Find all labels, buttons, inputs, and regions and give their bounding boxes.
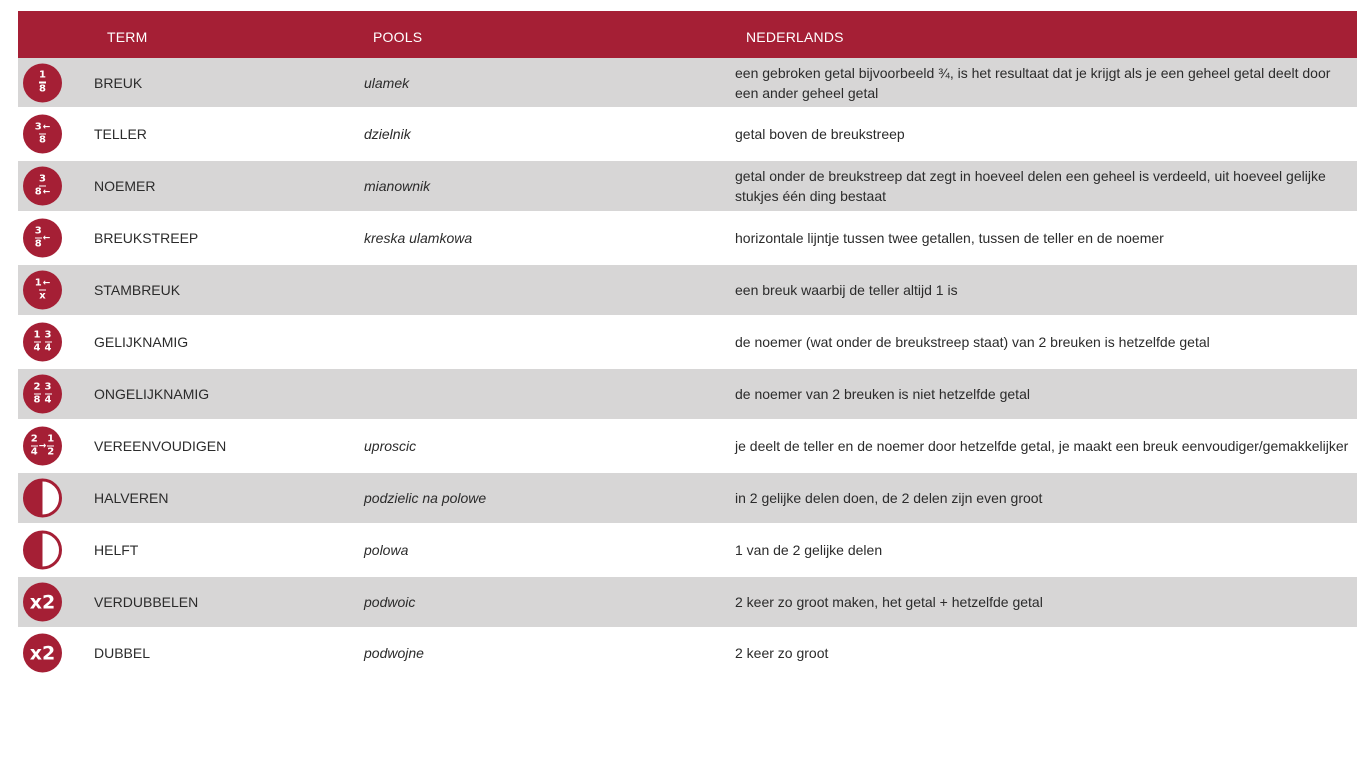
pools-cell: podwojne (364, 645, 424, 661)
column-header-nederlands: NEDERLANDS (746, 29, 844, 45)
nederlands-cell: een gebroken getal bijvoorbeeld ¾, is het resultaat dat je krijgt als je een geheel getal deelt door een ander geheel getal (735, 64, 1331, 101)
nederlands-cell: getal onder de breukstreep dat zegt in hoeveel delen een geheel is verdeeld, uit hoeveel gelijke stukjes één ding bestaat (735, 168, 1326, 204)
table-row (18, 317, 1357, 369)
pools-cell: podwoic (364, 594, 416, 610)
nederlands-cell: 1 van de 2 gelijke delen (735, 542, 883, 558)
fraction-bar-icon: $\frac{3}{8}$ ← (23, 219, 62, 258)
term-cell: BREUK (94, 74, 143, 91)
like-fractions-icon: $\frac{1}{4}$ $\frac{3}{4}$ (23, 323, 62, 362)
table-row (18, 629, 1357, 677)
nederlands-cell: 2 keer zo groot maken, het getal + hetzelfde getal (735, 594, 1043, 610)
term-cell: DUBBEL (94, 645, 151, 661)
table-row (18, 473, 1357, 525)
half-circle-icon (23, 531, 62, 570)
nederlands-cell: een breuk waarbij de teller altijd 1 is (735, 282, 958, 298)
table-row (18, 161, 1357, 213)
glossary-table (18, 11, 1357, 677)
unlike-fractions-icon: $\frac{2}{8}$ $\frac{3}{4}$ (23, 375, 62, 414)
nederlands-cell: 2 keer zo groot (735, 645, 829, 661)
half-circle-icon (23, 479, 62, 518)
term-cell: BREUKSTREEP (94, 230, 199, 246)
term-cell: ONGELIJKNAMIG (94, 386, 210, 402)
simplify-icon: $\frac{2}{4}$ → $\frac{1}{2}$ (23, 427, 62, 466)
numerator-icon: 3 ← 8 (23, 115, 62, 154)
column-header-pools: POOLS (373, 29, 423, 45)
nederlands-cell: je deelt de teller en de noemer door hetzelfde getal, je maakt een breuk eenvoudiger/gemakkelijker (735, 438, 1349, 454)
pools-cell: kreska ulamkowa (364, 230, 473, 246)
table-row (18, 213, 1357, 265)
fraction-icon: $\frac{1}{8}$ (23, 63, 62, 102)
times-two-icon: x2 (23, 583, 62, 622)
unit-fraction-icon: 1 ← x (23, 271, 62, 310)
table-row (18, 369, 1357, 421)
term-cell: VEREENVOUDIGEN (94, 438, 227, 454)
column-header-term: TERM (107, 29, 148, 45)
nederlands-cell: de noemer van 2 breuken is niet hetzelfde getal (735, 386, 1030, 402)
nederlands-cell: de noemer (wat onder de breukstreep staat) van 2 breuken is hetzelfde getal (735, 334, 1210, 350)
pools-cell: uproscic (364, 438, 417, 454)
table-row (18, 265, 1357, 317)
pools-cell: mianownik (364, 178, 431, 194)
table-row (18, 421, 1357, 473)
pools-cell: ulamek (364, 74, 410, 91)
nederlands-cell: in 2 gelijke delen doen, de 2 delen zijn even groot (735, 490, 1043, 506)
term-cell: TELLER (94, 126, 147, 142)
nederlands-cell: horizontale lijntje tussen twee getallen, tussen de teller en de noemer (735, 230, 1164, 246)
pools-cell: dzielnik (364, 126, 411, 142)
times-two-icon: x2 (23, 634, 62, 673)
pools-cell: polowa (364, 542, 409, 558)
term-cell: HELFT (94, 542, 139, 558)
term-cell: NOEMER (94, 178, 156, 194)
table-row (18, 58, 1357, 109)
pools-cell: podzielic na polowe (364, 490, 487, 506)
table-row (18, 525, 1357, 577)
nederlands-cell: getal boven de breukstreep (735, 126, 905, 142)
table-row (18, 109, 1357, 161)
term-cell: VERDUBBELEN (94, 594, 199, 610)
table-header (18, 11, 1357, 58)
denominator-icon: 3 8 ← (23, 167, 62, 206)
term-cell: GELIJKNAMIG (94, 334, 189, 350)
table-row (18, 577, 1357, 629)
term-cell: HALVEREN (94, 490, 169, 506)
term-cell: STAMBREUK (94, 282, 181, 298)
